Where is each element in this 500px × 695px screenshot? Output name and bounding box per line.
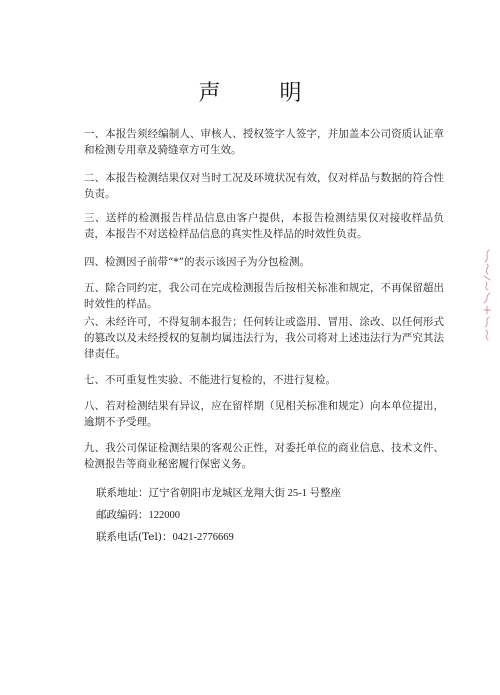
clause-4: 四、检测因子前带“*”的表示该因子为分包检测。 [84,256,310,268]
clause-5: 五、除合同约定，我公司在完成检测报告后按相关标准和规定，不再保留超出时效性的样品。 [84,282,444,310]
clause-8: 八、若对检测结果有异议，应在留样期（见相关标准和规定）向本单位提出，逾期不予受理。 [84,400,444,428]
contact-phone [96,530,436,545]
clause-9: 九、我公司保证检测结果的客观公正性，对委托单位的商业信息、技术文件、检测报告等商业秘密履行保密义务。 [84,442,444,470]
clause-7: 七、不可重复性实验、不能进行复检的，不进行复检。 [84,374,336,386]
clause-6: 六、未经许可，不得复制本报告；任何转让或盗用、冒用、涂改、以任何形式的篡改以及未经授权的复制均属违法行为，我公司将对上述违法行为严究其法律责任。 [84,316,444,360]
contact-postcode-value: 122000 [148,510,180,521]
seam-stamp-icon [478,248,494,343]
contact-address [96,486,436,501]
clause-2: 二、本报告检测结果仅对当时工况及环境状况有效，仅对样品与数据的符合性负责。 [84,172,444,200]
contact-phone-value: 0421-2776669 [172,532,234,543]
contact-phone-label: 联系电话(Tel)： [96,531,173,543]
page-title: 声 明 [198,81,328,106]
clause-3: 三、送样的检测报告样品信息由客户提供，本报告检测结果仅对接收样品负责，本报告不对送检样品信息的真实性及样品的时效性负责。 [84,212,444,240]
clause-1: 一、本报告须经编制人、审核人、授权签字人签字，并加盖本公司资质认证章和检测专用章及骑缝章方可生效。 [84,128,444,156]
contact-address-value: 辽宁省朝阳市龙城区龙翔大街 25-1 号整座 [148,488,341,499]
contact-postcode [96,508,436,523]
contact-postcode-label: 邮政编码： [96,509,149,521]
contact-address-label: 联系地址： [96,487,149,499]
